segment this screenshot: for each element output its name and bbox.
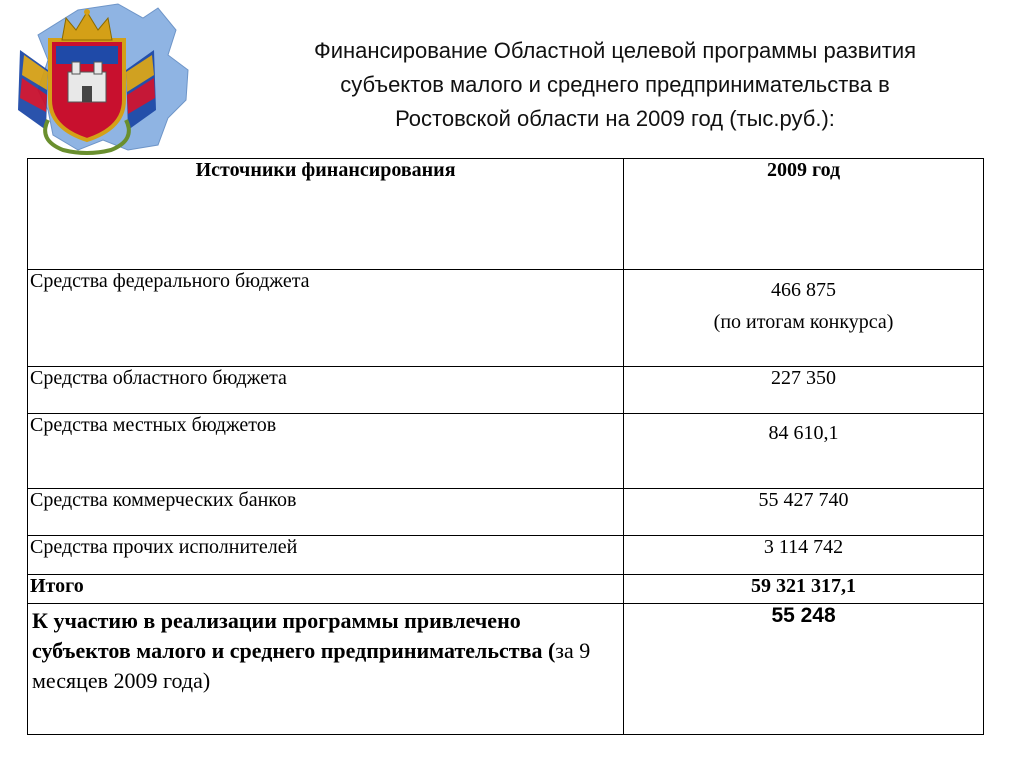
header-source: Источники финансирования bbox=[28, 159, 624, 270]
row-value-cell bbox=[624, 270, 984, 367]
participation-row bbox=[28, 604, 984, 735]
title-line-1: Финансирование Областной целевой программы развития bbox=[313, 38, 917, 63]
table-header-row bbox=[28, 159, 984, 270]
row-source: Средства областного бюджета bbox=[28, 367, 624, 414]
funding-table bbox=[27, 158, 984, 735]
row-value: 55 427 740 bbox=[624, 489, 984, 536]
total-label: Итого bbox=[28, 575, 624, 604]
table-row bbox=[28, 489, 984, 536]
row-source: Средства прочих исполнителей bbox=[28, 536, 624, 575]
participation-text-block bbox=[30, 604, 621, 696]
region-coat-of-arms-logo bbox=[8, 0, 198, 160]
row-value: 227 350 bbox=[624, 367, 984, 414]
participation-text: К участию в реализации программы привлечено субъектов малого и среднего предпринимательства ( bbox=[32, 608, 556, 663]
row-source: Средства местных бюджетов bbox=[28, 414, 624, 489]
title-line-2: субъектов малого и среднего предпринимательства в bbox=[340, 72, 890, 97]
row-source: Средства коммерческих банков bbox=[28, 489, 624, 536]
row-value: 466 875 bbox=[771, 279, 837, 301]
total-value: 59 321 317,1 bbox=[624, 575, 984, 604]
page-title bbox=[210, 34, 1020, 136]
table-row bbox=[28, 270, 984, 367]
row-value: 84 610,1 bbox=[624, 414, 984, 489]
header-year: 2009 год bbox=[624, 159, 984, 270]
table-row bbox=[28, 536, 984, 575]
participation-cell bbox=[28, 604, 624, 735]
participation-note: за 9 месяцев 2009 года) bbox=[32, 638, 591, 693]
total-row bbox=[28, 575, 984, 604]
title-line-3: Ростовской области на 2009 год (тыс.руб.): bbox=[395, 106, 835, 131]
table-row bbox=[28, 414, 984, 489]
row-source: Средства федерального бюджета bbox=[28, 270, 624, 367]
participation-value: 55 248 bbox=[624, 604, 984, 735]
flags-left bbox=[18, 50, 48, 130]
row-value: 3 114 742 bbox=[624, 536, 984, 575]
row-note: (по итогам конкурса) bbox=[713, 311, 894, 333]
table-row bbox=[28, 367, 984, 414]
